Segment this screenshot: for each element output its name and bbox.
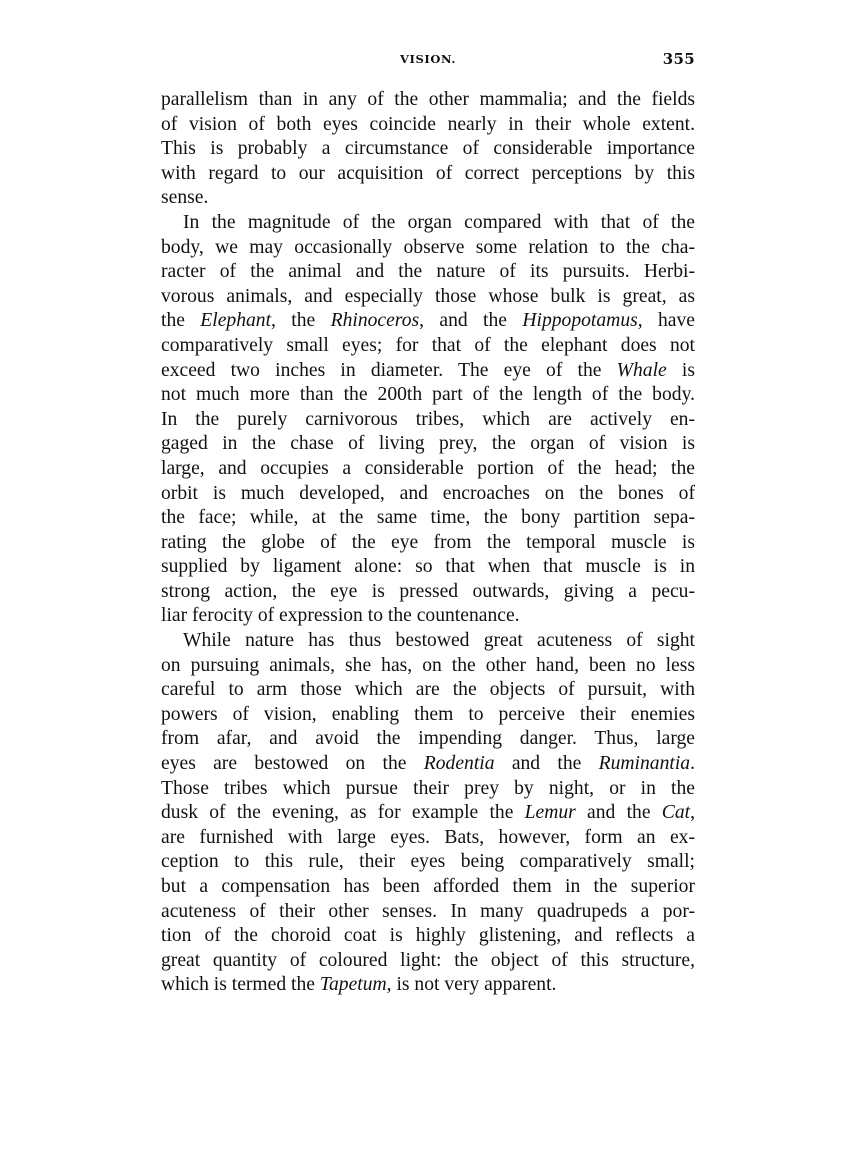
text-line: not much more than the 200th part of the length of the body. bbox=[161, 384, 695, 406]
running-head-title: VISION. bbox=[400, 52, 456, 66]
book-page bbox=[161, 50, 695, 998]
text-line: but a compensation has been afforded them in the superior bbox=[161, 876, 695, 897]
text-line: liar ferocity of expression to the countenance. bbox=[161, 605, 520, 627]
text-line: great quantity of coloured light: the object of this structure, bbox=[161, 949, 695, 971]
text-line: racter of the animal and the nature of its pursuits. Herbi- bbox=[161, 261, 695, 283]
text-line: acuteness of their other senses. In many quadrupeds a por- bbox=[161, 900, 695, 922]
text-line: from afar, and avoid the impending danger. Thus, large bbox=[161, 728, 695, 750]
text-line: with regard to our acquisition of correct perceptions by this bbox=[161, 162, 695, 184]
text-line: tion of the choroid coat is highly glistening, and reflects a bbox=[161, 925, 695, 947]
text-line: exceed two inches in diameter. The eye of the Whale is bbox=[161, 359, 695, 381]
italic-term: Tapetum bbox=[319, 974, 387, 996]
text-line: ception to this rule, their eyes being comparatively small; bbox=[161, 851, 695, 873]
italic-term: Whale bbox=[616, 359, 667, 381]
italic-term: Hippopotamus bbox=[522, 310, 638, 332]
italic-term: Rhinoceros bbox=[330, 310, 420, 332]
text-line: body, we may occasionally observe some relation to the cha- bbox=[161, 236, 695, 258]
text-line: sense. bbox=[161, 187, 209, 209]
text-line: This is probably a circumstance of considerable importance bbox=[161, 138, 695, 160]
text-line: comparatively small eyes; for that of the elephant does not bbox=[161, 334, 695, 356]
text-line: orbit is much developed, and encroaches on the bones of bbox=[161, 482, 695, 504]
paragraph bbox=[161, 88, 695, 211]
paragraph bbox=[161, 211, 695, 629]
text-line: While nature has thus bestowed great acuteness of sight bbox=[183, 630, 695, 652]
paragraph bbox=[161, 629, 695, 998]
text-line: of vision of both eyes coincide nearly in their whole extent. bbox=[161, 113, 695, 135]
text-line: on pursuing animals, she has, on the other hand, been no less bbox=[161, 654, 695, 676]
italic-term: Cat bbox=[661, 802, 691, 824]
text-line: are furnished with large eyes. Bats, however, form an ex- bbox=[161, 826, 695, 848]
text-line: In the purely carnivorous tribes, which are actively en- bbox=[161, 408, 695, 430]
text-line: careful to arm those which are the objects of pursuit, with bbox=[161, 679, 695, 701]
text-line: which is termed the Tapetum, is not very apparent. bbox=[161, 974, 557, 996]
body-text bbox=[161, 88, 695, 998]
page-number: 355 bbox=[662, 50, 695, 68]
text-line: supplied by ligament alone: so that when that muscle is in bbox=[161, 556, 695, 578]
italic-term: Elephant bbox=[200, 310, 272, 332]
text-line: strong action, the eye is pressed outwards, giving a pecu- bbox=[161, 580, 695, 602]
text-line: the face; while, at the same time, the bony partition sepa- bbox=[161, 507, 695, 529]
italic-term: Ruminantia bbox=[598, 753, 691, 775]
text-line: vorous animals, and especially those whose bulk is great, as bbox=[161, 285, 695, 307]
text-line: dusk of the evening, as for example the Lemur and the Cat, bbox=[161, 802, 695, 824]
italic-term: Lemur bbox=[524, 802, 576, 824]
text-line: gaged in the chase of living prey, the organ of vision is bbox=[161, 433, 695, 455]
text-line: rating the globe of the eye from the temporal muscle is bbox=[161, 531, 695, 553]
text-line: Those tribes which pursue their prey by night, or in the bbox=[161, 777, 695, 799]
running-head bbox=[161, 50, 695, 74]
text-line: In the magnitude of the organ compared with that of the bbox=[183, 211, 695, 233]
text-line: large, and occupies a considerable portion of the head; the bbox=[161, 457, 695, 479]
italic-term: Rodentia bbox=[423, 753, 495, 775]
text-line: the Elephant, the Rhinoceros, and the Hippopotamus, have bbox=[161, 310, 695, 332]
text-line: powers of vision, enabling them to perceive their enemies bbox=[161, 703, 695, 725]
text-line: eyes are bestowed on the Rodentia and the Ruminantia. bbox=[161, 753, 695, 775]
text-line: parallelism than in any of the other mammalia; and the fields bbox=[161, 89, 695, 110]
